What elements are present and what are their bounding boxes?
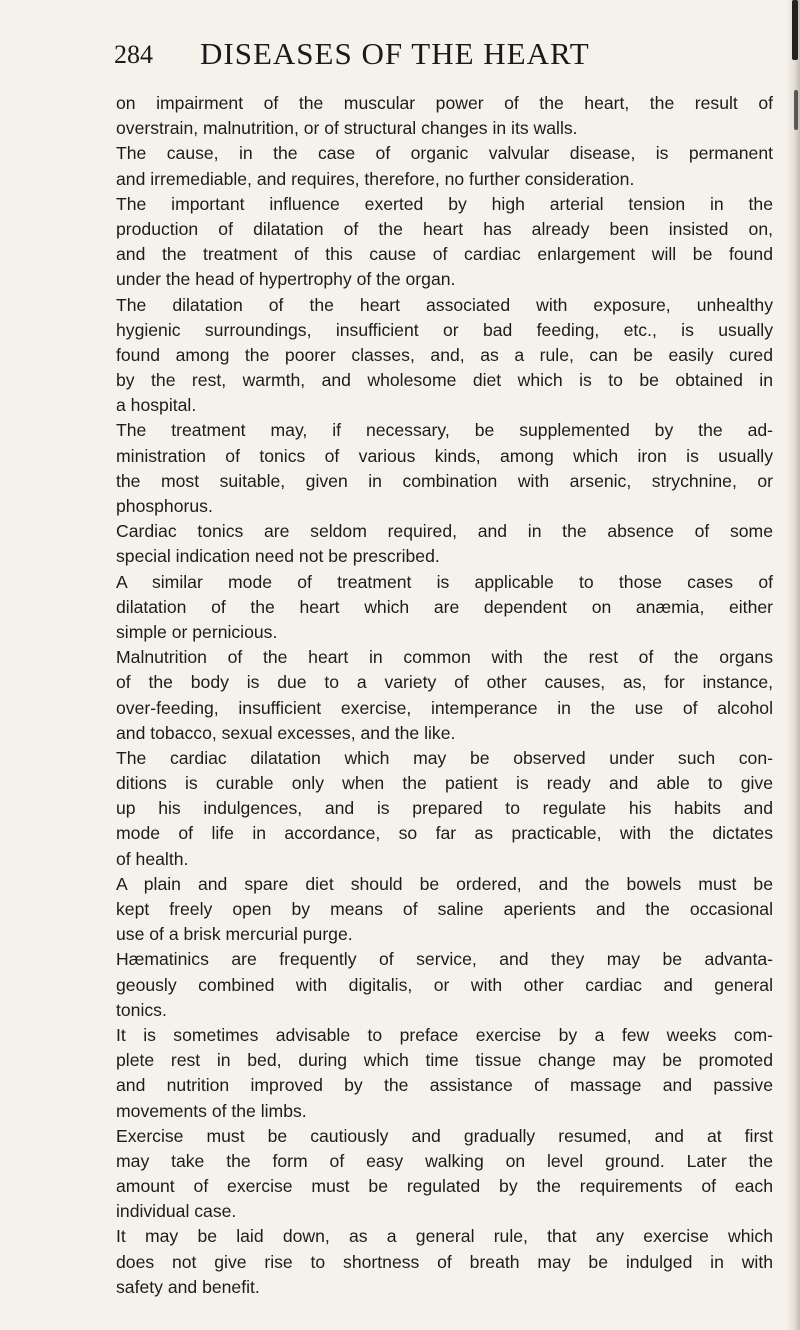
text-line: Malnutrition of the heart in common with the rest of the organs <box>116 647 773 668</box>
text-line: It is sometimes advisable to preface exercise by a few weeks com- <box>116 1024 773 1045</box>
text-line: It may be laid down, as a general rule, that any exercise which <box>116 1226 773 1247</box>
text-line: under the head of hypertrophy of the organ. <box>116 269 456 290</box>
text-line: and the treatment of this cause of cardiac enlargement will be found <box>116 244 773 265</box>
running-head: DISEASES OF THE HEART <box>200 36 590 71</box>
text-line: geously combined with digitalis, or with other cardiac and general <box>116 974 773 995</box>
text-line: dilatation of the heart which are dependent on anæmia, either <box>116 596 773 617</box>
text-line: production of dilatation of the heart has already been insisted on, <box>116 218 773 239</box>
text-line: special indication need not be prescribed. <box>116 546 440 567</box>
text-line: on impairment of the muscular power of the heart, the result of <box>116 93 773 113</box>
text-line: found among the poorer classes, and, as a rule, can be easily cured <box>116 344 773 365</box>
text-line: and tobacco, sexual excesses, and the like. <box>116 722 456 743</box>
text-line: hygienic surroundings, insufficient or bad feeding, etc., is usually <box>116 319 773 340</box>
text-line: ministration of tonics of various kinds, among which iron is usually <box>116 445 773 466</box>
text-line: individual case. <box>116 1201 237 1222</box>
text-line: The cause, in the case of organic valvular disease, is permanent <box>116 143 773 164</box>
text-line: plete rest in bed, during which time tissue change may be promoted <box>116 1050 773 1071</box>
text-line: over-feeding, insufficient exercise, intemperance in the use of alcohol <box>116 697 773 718</box>
body-text <box>116 91 773 1300</box>
text-line: amount of exercise must be regulated by the requirements of each <box>116 1176 773 1197</box>
text-line: simple or pernicious. <box>116 621 278 642</box>
text-line: phosphorus. <box>116 496 213 516</box>
text-line: A similar mode of treatment is applicable to those cases of <box>116 571 773 592</box>
text-line: The important influence exerted by high arterial tension in the <box>116 193 773 214</box>
text-line: The cardiac dilatation which may be observed under such con- <box>116 747 773 768</box>
text-line: up his indulgences, and is prepared to regulate his habits and <box>116 798 773 819</box>
text-line: kept freely open by means of saline aperients and the occasional <box>116 899 773 919</box>
text-line: of the body is due to a variety of other causes, as, for instance, <box>116 672 773 693</box>
text-line: does not give rise to shortness of breath may be indulged in with <box>116 1251 773 1272</box>
text-line: of health. <box>116 848 189 869</box>
text-line: and irremediable, and requires, therefore, no further consideration. <box>116 168 635 189</box>
page-edge-shadow <box>786 0 800 1330</box>
text-line: The dilatation of the heart associated with exposure, unhealthy <box>116 294 773 315</box>
page-header <box>114 36 674 76</box>
text-line: Exercise must be cautiously and gradually resumed, and at first <box>116 1125 773 1146</box>
text-line: tonics. <box>116 999 167 1020</box>
text-line: mode of life in accordance, so far as practicable, with the dictates <box>116 823 773 844</box>
text-line: by the rest, warmth, and wholesome diet which is to be obtained in <box>116 370 773 391</box>
text-line: use of a brisk mercurial purge. <box>116 924 353 945</box>
text-line: movements of the limbs. <box>116 1100 307 1121</box>
edge-mark <box>792 0 798 60</box>
text-line: safety and benefit. <box>116 1276 260 1297</box>
text-line: may take the form of easy walking on level ground. Later the <box>116 1150 773 1171</box>
text-line: overstrain, malnutrition, or of structural changes in its walls. <box>116 118 578 139</box>
text-line: the most suitable, given in combination with arsenic, strychnine, or <box>116 470 773 491</box>
edge-mark <box>794 90 798 130</box>
text-line: A plain and spare diet should be ordered, and the bowels must be <box>116 873 773 894</box>
text-line: Hæmatinics are frequently of service, and they may be advanta- <box>116 949 773 970</box>
text-line: Cardiac tonics are seldom required, and in the absence of some <box>116 521 773 542</box>
text-line: and nutrition improved by the assistance of massage and passive <box>116 1075 773 1096</box>
text-line: ditions is curable only when the patient is ready and able to give <box>116 773 773 794</box>
page-number: 284 <box>114 40 153 69</box>
text-line: The treatment may, if necessary, be supplemented by the ad- <box>116 420 773 441</box>
text-line: a hospital. <box>116 395 197 416</box>
